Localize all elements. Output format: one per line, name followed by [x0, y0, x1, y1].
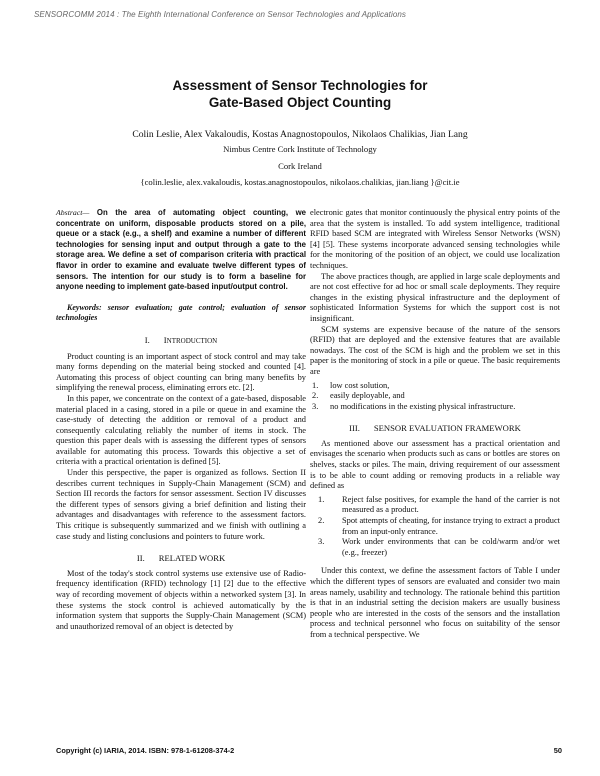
- section-number: II.: [136, 553, 145, 564]
- paragraph: Product counting is an important aspect of stock control and may take many forms depending on the material being stocked and counted [4]. Automating this process of object counting can bring many benefits by simplifying the renewal process, eliminating errors etc. [2].: [56, 351, 306, 393]
- list-item: [310, 516, 560, 537]
- list-text: easily deployable, and: [330, 391, 405, 401]
- list-item: [310, 381, 560, 392]
- list-text: Spot attempts of cheating, for instance trying to extract a product from an input-only entrance.: [342, 516, 560, 536]
- section-heading-introduction: [56, 335, 306, 347]
- list-number: 3.: [312, 401, 319, 411]
- affiliation-institution: Nimbus Centre Cork Institute of Technology: [223, 144, 377, 154]
- author-emails: {colin.leslie, alex.vakaloudis, kostas.anagnostopoulos, nikolaos.chalikias, jian.liang }@cit.ie: [140, 177, 460, 187]
- list-text: no modifications in the existing physical infrastructure.: [330, 401, 516, 411]
- section-heading-sensor-evaluation: [310, 423, 560, 434]
- affiliation-location: Cork Ireland: [278, 161, 322, 171]
- paragraph: Under this context, we define the assessment factors of Table I under which the different types of sensors are evaluated and consider two main areas namely, usability and technology. The rationale behind this partition is that in an industrial setting the decision makers are usually business people who are interested in the costs of the sensors and the installation process and technical personnel who focus on suitability of the sensor from a technical perspective. We: [310, 566, 560, 639]
- list-item: [310, 391, 560, 402]
- section-title: RELATED WORK: [158, 553, 226, 564]
- paragraph: Under this perspective, the paper is organized as follows. Section II describes current techniques in Supply-Chain Management (SCM) and Section III records the factors for sensor assessment. Section IV discusses the different types of sensors giving a brief definition and listing their advantages and disadvantages with reference to the assessment factors. This critique is subsequently summarized and we finish with outlining a case study and listing conclusions and pointers to future work.: [56, 468, 306, 541]
- list-text: Reject false positives, for example the hand of the carrier is not measured as a product.: [342, 494, 560, 515]
- list-item: [310, 537, 560, 558]
- paragraph: In this paper, we concentrate on the context of a gate-based, disposable material placed in a casing, stored in a pile or queue in and examine the case-study of detecting the addition or removal of a product and consequently calculating reliably the number of items in stock. The question this paper deals with is assessing the different types of sensors available for automating this process. Towards this objective a set of criteria with a practical orientation is defined [5].: [56, 393, 306, 467]
- abstract-lead: Abstract—: [56, 208, 90, 217]
- section-number: III.: [349, 423, 360, 434]
- section-heading-related-work: [56, 553, 306, 564]
- paper-title-line-2: Gate-Based Object Counting: [208, 95, 392, 110]
- section-title-rest: NTRODUCTION: [166, 336, 218, 345]
- list-text: Work under environments that can be cold/warm and/or wet (e.g., freezer): [342, 537, 560, 557]
- list-number: 3.: [318, 537, 325, 547]
- paragraph: SCM systems are expensive because of the nature of the sensors (RFID) that are deployed and the extensive features that are available nowadays. The cost of the SCM is high and the problem we set in this paper is the monitoring of stock in a pile or queue. The basic requirements are: [310, 324, 560, 376]
- list-number: 2.: [318, 516, 325, 526]
- list-item: [310, 495, 560, 516]
- section-title: SENSOR EVALUATION FRAMEWORK: [373, 423, 521, 434]
- left-column: [56, 208, 306, 632]
- criteria-list: [310, 495, 560, 559]
- requirements-list: [310, 381, 560, 413]
- author-list: Colin Leslie, Alex Vakaloudis, Kostas Anagnostopoulos, Nikolaos Chalikias, Jian Lang: [132, 129, 468, 140]
- section-number: I.: [144, 334, 150, 345]
- paragraph: electronic gates that monitor continuously the physical entry points of the area that the system is installed. To add system intelligence, traditional RFID based SCM are integrated with Wireless Sensor Networks (WSN) [4] [5]. These systems incorporate advanced sensing technologies while for the monitoring of the position of an object, we could use localization techniques.: [310, 208, 560, 270]
- paragraph: The above practices though, are applied in large scale deployments and are not cost effective for ad hoc or small scale deployments. They require changes in the existing physical infrastructure and the deployment of sophisticated Information Systems for which the support cost is not insignificant.: [310, 271, 560, 323]
- abstract: [56, 208, 306, 293]
- abstract-body: On the area of automating object counting, we concentrate on uniform, disposable products stored on a pile, queue or a stack (e.g., a shelf) and examine a number of different technologies for sensing input and output through a gate to the storage area. We define a set of comparison criteria with practical flavor in order to examine and evaluate twelve different types of sensors. The intention for our study is to form a baseline for anyone needing to implement gate-based input/output control.: [56, 208, 306, 292]
- right-column: [310, 208, 560, 641]
- page-number: 50: [553, 746, 562, 755]
- copyright-footer: Copyright (c) IARIA, 2014. ISBN: 978-1-61208-374-2: [56, 746, 235, 755]
- list-item: [310, 402, 560, 413]
- running-header: SENSORCOMM 2014 : The Eighth International Conference on Sensor Technologies and Applications: [34, 10, 407, 19]
- paper-title-line-1: Assessment of Sensor Technologies for: [172, 78, 428, 93]
- keywords: Keywords: sensor evaluation; gate control; evaluation of sensor technologies: [56, 302, 306, 323]
- section-title-initial: I: [163, 334, 167, 345]
- paragraph: As mentioned above our assessment has a practical orientation and envisages the scenario when products such as cans or bottles are stores on shelves, stacks or piles. The main, driving requirement of our assessment is to be able to count adding or removing products in a reliable way defined as: [310, 438, 560, 491]
- list-number: 2.: [312, 391, 319, 401]
- list-text: low cost solution,: [330, 380, 390, 390]
- list-number: 1.: [312, 380, 319, 390]
- list-number: 1.: [318, 494, 325, 504]
- paragraph: Most of the today's stock control systems use extensive use of Radio-frequency identification (RFID) technology [1] [2] due to the effective way of recording movement of objects within a networked system [3]. In these systems the stock control is achieved automatically by the information system that supports the Supply-Chain Management (SCM) and unauthorized removal of an object is detected by: [56, 568, 306, 631]
